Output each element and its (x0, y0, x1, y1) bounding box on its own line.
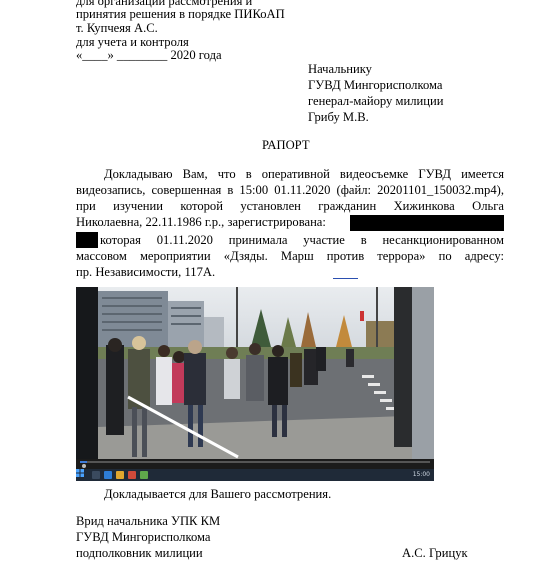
addressee-line-4: Грибу М.В. (308, 110, 369, 124)
search-icon[interactable] (92, 471, 100, 479)
redaction-address (350, 215, 504, 231)
header-line-4: для учета и контроля (76, 35, 189, 49)
signature-line-1: Врид начальника УПК КМ (76, 514, 221, 528)
video-progress-fill (80, 461, 87, 463)
body-line-7: пр. Независимости, 117А. (76, 265, 216, 279)
play-icon[interactable] (82, 464, 86, 468)
addressee-line-1: Начальнику (308, 62, 372, 76)
body-line-6: массовом мероприятии «Дзяды. Марш против террора» по адресу: (76, 249, 504, 263)
header-line-5: «____» ________ 2020 года (76, 48, 222, 62)
addressee-line-2: ГУВД Мингорисполкома (308, 78, 443, 92)
video-frame-image (76, 287, 434, 481)
media-player-icon[interactable] (128, 471, 136, 479)
app-icon[interactable] (140, 471, 148, 479)
street-scene (76, 287, 434, 481)
body-line-3: при изучении которой установлен гражданин Хижинкова Ольга (76, 199, 504, 213)
header-line-3: т. Купчеяя А.С. (76, 21, 158, 35)
closing-line: Докладывается для Вашего рассмотрения. (104, 487, 332, 501)
body-line-1: Докладываю Вам, что в оперативной видеосъемке ГУВД имеется (104, 167, 504, 181)
taskbar-clock: 15:00 (412, 471, 430, 478)
signature-name: А.С. Грицук (402, 546, 468, 560)
body-line-5: которая 01.11.2020 принимала участие в несанкционированном (100, 233, 504, 247)
header-line-1: для организации рассмотрения и (76, 0, 253, 8)
folder-icon[interactable] (116, 471, 124, 479)
header-line-2: принятия решения в порядке ПИКоАП (76, 7, 285, 21)
windows-start-icon[interactable] (76, 469, 84, 477)
video-player-controls[interactable] (76, 459, 434, 469)
addressee-line-3: генерал-майору милиции (308, 94, 444, 108)
body-line-4: Николаевна, 22.11.1986 г.р., зарегистрирована: (76, 215, 326, 229)
body-line-2: видеозапись, совершенная в 15:00 01.11.2020 (файл: 20201101_150032.mp4), (76, 183, 504, 197)
signature-line-3: подполковник милиции (76, 546, 203, 560)
redaction-address-cont (76, 232, 98, 248)
windows-taskbar (76, 469, 434, 481)
document-title: РАПОРТ (262, 138, 310, 152)
highlight-mark (333, 278, 358, 279)
browser-icon[interactable] (104, 471, 112, 479)
video-progress-track[interactable] (80, 461, 430, 463)
signature-line-2: ГУВД Мингорисполкома (76, 530, 211, 544)
